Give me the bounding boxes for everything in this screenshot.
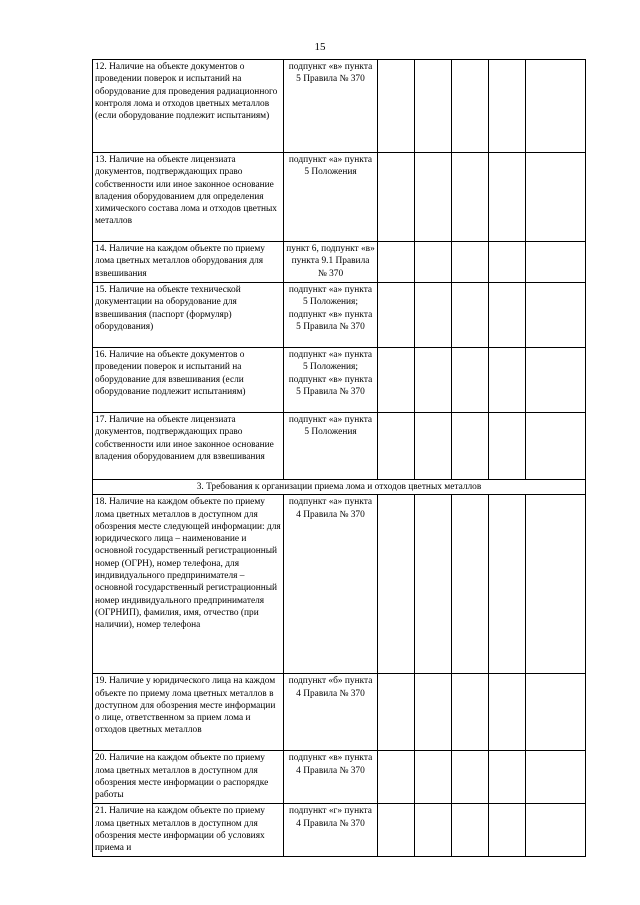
section-header-row (93, 480, 586, 495)
answer-cell (452, 60, 489, 153)
reference-cell: подпункт «г» пункта 4 Правила № 370 (284, 804, 378, 857)
answer-cell (378, 674, 415, 751)
answer-cell (452, 413, 489, 480)
reference-cell: пункт 6, подпункт «в» пункта 9.1 Правила № 370 (284, 242, 378, 283)
answer-cell (378, 413, 415, 480)
answer-cell (526, 751, 586, 804)
requirement-cell: 15. Наличие на объекте технической документации на оборудование для взвешивания (паспорт (формуляр) оборудования) (93, 283, 284, 348)
answer-cell (489, 674, 526, 751)
requirement-cell: 17. Наличие на объекте лицензиата документов, подтверждающих право собственности или иное законное основание владения оборудованием для взвешивания (93, 413, 284, 480)
table-row (93, 804, 586, 857)
reference-cell: подпункт «в» пункта 4 Правила № 370 (284, 751, 378, 804)
table-row (93, 751, 586, 804)
answer-cell (452, 804, 489, 857)
answer-cell (378, 348, 415, 413)
table-row (93, 153, 586, 242)
table-row (93, 242, 586, 283)
answer-cell (415, 804, 452, 857)
answer-cell (526, 348, 586, 413)
answer-cell (415, 348, 452, 413)
reference-cell: подпункт «а» пункта 5 Положения (284, 153, 378, 242)
answer-cell (415, 283, 452, 348)
requirement-cell: 21. Наличие на каждом объекте по приему лома цветных металлов в доступном для обозрения месте информации об условиях приема и (93, 804, 284, 857)
answer-cell (526, 60, 586, 153)
requirement-cell: 19. Наличие у юридического лица на каждом объекте по приему лома цветных металлов в доступном для обозрения месте информации о лице, ответственном за прием лома и отходов цветных металлов (93, 674, 284, 751)
answer-cell (415, 495, 452, 674)
answer-cell (489, 348, 526, 413)
answer-cell (415, 60, 452, 153)
answer-cell (526, 283, 586, 348)
answer-cell (378, 242, 415, 283)
requirement-cell: 12. Наличие на объекте документов о проведении поверок и испытаний на оборудование для проведения радиационного контроля лома и отходов цветных металлов (если оборудование подлежит испытаниям) (93, 60, 284, 153)
answer-cell (378, 283, 415, 348)
reference-cell: подпункт «б» пункта 4 Правила № 370 (284, 674, 378, 751)
table-row (93, 413, 586, 480)
answer-cell (452, 153, 489, 242)
reference-cell: подпункт «в» пункта 5 Правила № 370 (284, 60, 378, 153)
reference-cell: подпункт «а» пункта 5 Положения; подпункт «в» пункта 5 Правила № 370 (284, 348, 378, 413)
requirement-cell: 13. Наличие на объекте лицензиата документов, подтверждающих право собственности или иное законное основание владения оборудованием для определения химического состава лома и отходов цветных металлов (93, 153, 284, 242)
answer-cell (378, 495, 415, 674)
requirement-cell: 20. Наличие на каждом объекте по приему лома цветных металлов в доступном для обозрения месте информации о распорядке работы (93, 751, 284, 804)
requirement-cell: 16. Наличие на объекте документов о проведении поверок и испытаний на оборудование для взвешивания (если оборудование подлежит испытаниям) (93, 348, 284, 413)
reference-cell: подпункт «а» пункта 4 Правила № 370 (284, 495, 378, 674)
answer-cell (526, 804, 586, 857)
answer-cell (378, 751, 415, 804)
answer-cell (489, 60, 526, 153)
section-title: 3. Требования к организации приема лома и отходов цветных металлов (93, 480, 586, 495)
answer-cell (489, 495, 526, 674)
answer-cell (415, 674, 452, 751)
answer-cell (452, 242, 489, 283)
requirement-cell: 14. Наличие на каждом объекте по приему лома цветных металлов оборудования для взвешивания (93, 242, 284, 283)
answer-cell (415, 242, 452, 283)
answer-cell (415, 751, 452, 804)
checklist-table (92, 59, 586, 857)
table-row (93, 674, 586, 751)
answer-cell (489, 804, 526, 857)
reference-cell: подпункт «а» пункта 5 Положения (284, 413, 378, 480)
requirement-cell: 18. Наличие на каждом объекте по приему лома цветных металлов в доступном для обозрения месте следующей информации: для юридического лица – наименование и основной государственный регистрационный номер (ОГРН), номер телефона, для индивидуального предпринимателя – основной государственный регистрационный номер индивидуального предпринимателя (ОГРНИП), фамилия, имя, отчество (при наличии), номер телефона (93, 495, 284, 674)
answer-cell (526, 495, 586, 674)
answer-cell (489, 153, 526, 242)
answer-cell (489, 283, 526, 348)
answer-cell (378, 153, 415, 242)
answer-cell (378, 804, 415, 857)
answer-cell (489, 413, 526, 480)
table-row (93, 283, 586, 348)
answer-cell (452, 751, 489, 804)
table-row (93, 348, 586, 413)
answer-cell (489, 751, 526, 804)
answer-cell (526, 242, 586, 283)
answer-cell (452, 348, 489, 413)
table-row (93, 60, 586, 153)
answer-cell (452, 495, 489, 674)
answer-cell (526, 153, 586, 242)
answer-cell (415, 153, 452, 242)
reference-cell: подпункт «а» пункта 5 Положения; подпункт «в» пункта 5 Правила № 370 (284, 283, 378, 348)
answer-cell (452, 283, 489, 348)
page-number: 15 (314, 41, 326, 53)
answer-cell (452, 674, 489, 751)
answer-cell (526, 413, 586, 480)
table-row (93, 495, 586, 674)
answer-cell (415, 413, 452, 480)
answer-cell (489, 242, 526, 283)
answer-cell (526, 674, 586, 751)
answer-cell (378, 60, 415, 153)
